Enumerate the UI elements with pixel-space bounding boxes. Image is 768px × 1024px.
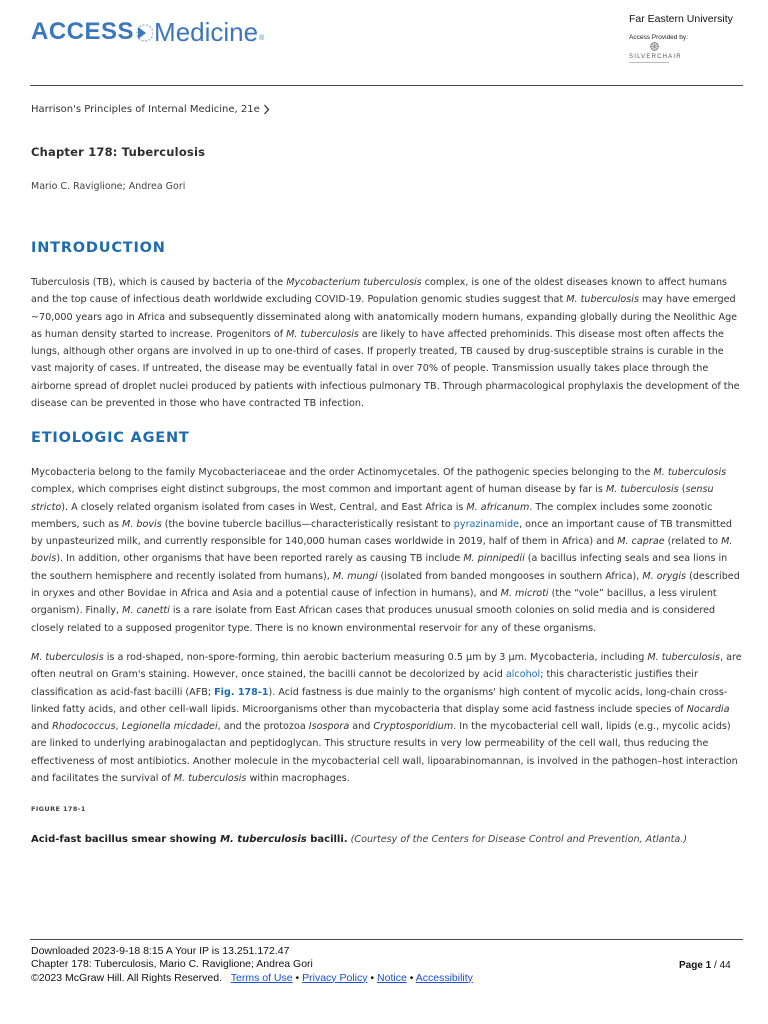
download-info: Downloaded 2023-9-18 8:15 A Your IP is 13.251.172.47 <box>31 945 290 957</box>
section-heading-introduction: INTRODUCTION <box>31 240 166 256</box>
footer-links-row: ©2023 McGraw Hill. All Rights Reserved. Terms of Use • Privacy Policy • Notice • Accessibility <box>31 971 473 984</box>
paragraph-introduction: Tuberculosis (TB), which is caused by bacteria of the Mycobacterium tuberculosis complex, is one of the oldest diseases known to affect humans and the top cause of infectious death worldwide excluding COVID-19. Population genomic studies suggest that M. tuberculosis may have emerged ~70,000 years ago in Africa and subsequently disseminated along with anatomically modern humans, expanding globally during the Neolithic Age as human density started to increase. Progenitors of M. tuberculosis are likely to have affected prehominids. This disease most often affects the lungs, although other organs are involved in up to one-third of cases. If properly treated, TB caused by drug-susceptible strains is curable in the vast majority of cases. If untreated, the disease may be eventually fatal in over 70% of people. Transmission usually takes place through the airborne spread of droplet nuclei produced by patients with infectious pulmonary TB. Through pharmacological prophylaxis the development of the disease can be prevented in those who have contracted TB infection. <box>31 277 740 410</box>
pyrazinamide-link[interactable]: pyrazinamide <box>453 518 520 530</box>
breadcrumb-book-link[interactable]: Harrison's Principles of Internal Medicine, 21e <box>31 104 260 115</box>
institution-name: Far Eastern University <box>629 13 733 25</box>
copyright-text: ©2023 McGraw Hill. All Rights Reserved. <box>31 971 222 984</box>
notice-link[interactable]: Notice <box>377 971 407 984</box>
access-provided-label: Access Provided by: <box>629 34 688 41</box>
page-number: Page 1 / 44 <box>679 960 731 971</box>
breadcrumb[interactable] <box>31 104 270 115</box>
footer-divider <box>30 939 743 940</box>
figure-caption: Acid-fast bacillus smear showing M. tuberculosis bacilli. (Courtesy of the Centers for Disease Control and Prevention, Atlanta.) <box>31 834 688 845</box>
logo-medicine-text: Medicine <box>154 16 259 47</box>
paragraph-etiologic-2: M. tuberculosis is a rod-shaped, non-spore-forming, thin aerobic bacterium measuring 0.5 µm by 3 µm. Mycobacteria, including M. tuberculosis, are often neutral on Gram's staining. However, once stained, the bacilli cannot be decolorized by acid alcohol; this characteristic justifies their classification as acid-fast bacilli (AFB; Fig. 178-1). Acid fastness is due mainly to the organisms' high content of mycolic acids, long-chain cross-linked fatty acids, and other cell-wall lipids. Microorganisms other than mycobacteria that display some acid fastness include species of Nocardia and Rhodococcus, Legionella micdadei, and the protozoa Isospora and Cryptosporidium. In the mycobacterial cell wall, lipids (e.g., mycolic acids) are linked to underlying arabinogalactan and peptidoglycan. This structure results in very low permeability of the cell wall, thus reducing the effectiveness of most antibiotics. Another molecule in the mycobacterial cell wall, lipoarabinomannan, is involved in the pathogen–host interaction and facilitates the survival of M. tuberculosis within macrophages. <box>31 652 742 785</box>
terms-of-use-link[interactable]: Terms of Use <box>230 971 293 984</box>
footer-chapter-info: Chapter 178: Tuberculosis, Mario C. Raviglione; Andrea Gori <box>31 958 313 971</box>
provider-name: SILVERCHAIR <box>629 54 682 60</box>
access-arrow-gear-icon <box>135 22 153 44</box>
accessmedicine-logo[interactable] <box>31 14 264 50</box>
chapter-authors: Mario C. Raviglione; Andrea Gori <box>31 181 186 192</box>
figure-178-1-link[interactable]: Fig. 178-1 <box>214 686 269 698</box>
logo-registered-mark: ® <box>259 35 265 42</box>
alcohol-link[interactable]: alcohol <box>505 669 541 681</box>
logo-access-text: ACCESS <box>31 18 135 45</box>
provider-divider <box>629 62 669 63</box>
header-divider <box>30 85 743 86</box>
section-heading-etiologic-agent: ETIOLOGIC AGENT <box>31 430 190 446</box>
silverchair-globe-icon <box>650 42 659 51</box>
chapter-title: Chapter 178: Tuberculosis <box>31 145 206 159</box>
site-header <box>0 0 768 86</box>
figure-credit: (Courtesy of the Centers for Disease Control and Prevention, Atlanta.) <box>347 834 688 845</box>
paragraph-etiologic-1: Mycobacteria belong to the family Mycobacteriaceae and the order Actinomycetales. Of the pathogenic species belonging to the M. tuberculosis complex, which comprises eight distinct subgroups, the most common and important agent of human disease by far is M. tuberculosis (sensu stricto). A closely related organism isolated from cases in West, Central, and East Africa is M. africanum. The complex includes some zoonotic members, such as M. bovis (the bovine tubercle bacillus—characteristically resistant to pyrazinamide, once an important cause of TB transmitted by unpasteurized milk, and currently responsible for 140,000 human cases worldwide in 2019, half of them in Africa) and M. caprae (related to M. bovis). In addition, other organisms that have been reported rarely as causing TB include M. pinnipedii (a bacillus infecting seals and sea lions in the southern hemisphere and recently isolated from humans), M. mungi (isolated from banded mongooses in southern Africa), M. orygis (described in oryxes and other Bovidae in Africa and Asia and a potential cause of infection in humans), and M. microti (the “vole” bacillus, a less virulent organism). Finally, M. canetti is a rare isolate from East African cases that produces unusual smooth colonies on solid media and is considered closely related to a supposed progenitor type. There is no known environmental reservoir for any of these organisms. <box>31 467 740 634</box>
figure-label: FIGURE 178-1 <box>31 805 86 813</box>
page-footer <box>31 945 473 985</box>
accessibility-link[interactable]: Accessibility <box>415 971 473 984</box>
privacy-policy-link[interactable]: Privacy Policy <box>302 971 368 984</box>
chevron-right-icon <box>263 104 270 115</box>
